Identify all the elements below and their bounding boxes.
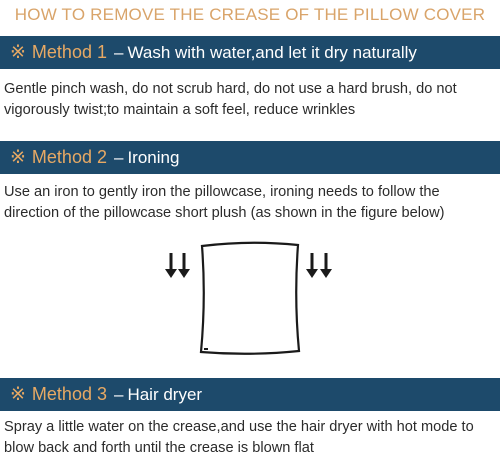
pillow-ironing-figure — [160, 238, 340, 360]
pillow-outline-icon — [201, 243, 299, 354]
double-down-arrow-icon — [306, 253, 332, 278]
reference-mark-icon: ※ — [10, 384, 26, 405]
method-1-title: Wash with water,and let it dry naturally — [127, 42, 417, 62]
method-3-text: Spray a little water on the crease,and use the hair dryer with hot mode to blow back and forth until the crease is blown flat — [4, 419, 474, 456]
method-2-dash: – — [113, 147, 124, 167]
method-3-label: Method 3 — [31, 384, 107, 404]
reference-mark-icon: ※ — [10, 147, 26, 168]
method-3-dash: – — [113, 384, 124, 404]
method-2-label: Method 2 — [31, 147, 107, 167]
method-2-header — [0, 141, 500, 174]
method-1-text: Gentle pinch wash, do not scrub hard, do not use a hard brush, do not vigorously twist;to maintain a soft feel, reduce wrinkles — [4, 81, 457, 118]
method-1-label: Method 1 — [31, 42, 107, 62]
method-2-title: Ironing — [127, 147, 180, 167]
method-3-title: Hair dryer — [127, 384, 203, 404]
method-2-text: Use an iron to gently iron the pillowcase, ironing needs to follow the direction of the pillowcase short plush (as shown in the figure below) — [4, 184, 445, 221]
method-1-header — [0, 36, 500, 69]
double-down-arrow-icon — [165, 253, 190, 278]
reference-mark-icon: ※ — [10, 42, 26, 63]
method-3-header — [0, 378, 500, 411]
method-1-dash: – — [113, 42, 124, 62]
page-title: HOW TO REMOVE THE CREASE OF THE PILLOW COVER — [14, 5, 486, 24]
